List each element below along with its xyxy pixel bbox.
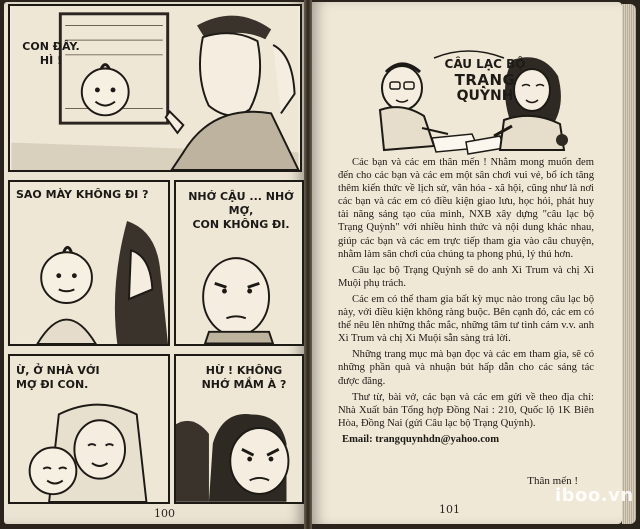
- club-title: [440, 56, 530, 104]
- page-number: 100: [154, 507, 175, 520]
- sign-off: Thân mến !: [527, 475, 578, 487]
- speech-bubble: Ừ, Ở NHÀ VỚI MỢ ĐI CON.: [16, 364, 100, 391]
- paragraph: Thư từ, bài vở, các bạn và các em gửi về theo địa chỉ: Nhà Xuất bản Tổng hợp Đồng Nai : 210, Quốc lộ 1K Biên Hòa, Đồng Nai (gửi Câu lạc bộ Trạng Quỳnh).: [338, 391, 594, 429]
- speech-bubble: NHỚ CẬU ... NHỚ MỢ, CON KHÔNG ĐI.: [188, 190, 294, 231]
- club-title-line: QUỲNH: [456, 88, 514, 104]
- comic-panel-2: [8, 180, 170, 346]
- book-gutter: [304, 0, 312, 529]
- panel-2-art: [10, 182, 168, 344]
- page-number: 101: [439, 503, 460, 516]
- comic-panel-3: [174, 180, 304, 346]
- email-line: [338, 433, 594, 446]
- comic-panel-5: [174, 354, 304, 504]
- watermark: iboo.vn: [555, 485, 634, 506]
- panel-1-art: [10, 6, 300, 170]
- comic-panel-1: [8, 4, 302, 172]
- text-page: [312, 2, 622, 524]
- comic-panel-4: [8, 354, 170, 504]
- email-address[interactable]: trangquynhdn@yahoo.com: [375, 433, 500, 445]
- speech-bubble: SAO MÀY KHÔNG ĐI ?: [16, 188, 149, 201]
- club-title-line: CÂU LẠC BỘ: [444, 57, 526, 71]
- page-edges: [622, 4, 636, 524]
- paragraph: Các em có thể tham gia bất kỳ mục nào trong câu lạc bộ này, với điều kiện không ràng buộc. Bên cạnh đó, các em có thể nêu lên những thắc mắc, những tâm tư tình cảm v.v. anh Xì Trum và chị Xì Muội sẵn sàng trả lời.: [338, 293, 594, 345]
- paragraph: Câu lạc bộ Trạng Quỳnh sẽ do anh Xì Trum và chị Xì Muội phụ trách.: [338, 264, 594, 289]
- club-title-line: TRẠNG: [454, 71, 516, 89]
- speech-bubble: HỪ ! KHÔNG NHỚ MẮM À ?: [201, 364, 287, 391]
- comic-page: [4, 2, 304, 524]
- article-body: [338, 156, 594, 449]
- club-logo: [362, 46, 572, 156]
- email-label: Email:: [342, 433, 373, 445]
- paragraph: Các bạn và các em thân mến ! Nhằm mong muốn đem đến cho các bạn và các em một sân chơi vui vẻ, bổ ích tăng thêm kiến thức về lịch sử, văn hóa - xã hội, cũng như là nơi các bạn và các em có điều kiện giao lưu, học hỏi, phát huy tài năng sáng tạo của mình, NXB xây dựng "câu lạc bộ Trạng Quỳnh" với nhiều hình thức và nội dung khác nhau, giúp các bạn và các em trực tiếp tham gia vào câu chuyện, nhằm làm sân chơi của chúng ta phong phú, lý thú hơn.: [338, 157, 594, 260]
- speech-bubble: CON ĐÂY. HÌ !: [22, 40, 80, 67]
- paragraph: Những trang mục mà bạn đọc và các em tham gia, sẽ có những phần quà và nhuận bút hấp dẫn cho các sáng tác được đăng.: [338, 349, 594, 387]
